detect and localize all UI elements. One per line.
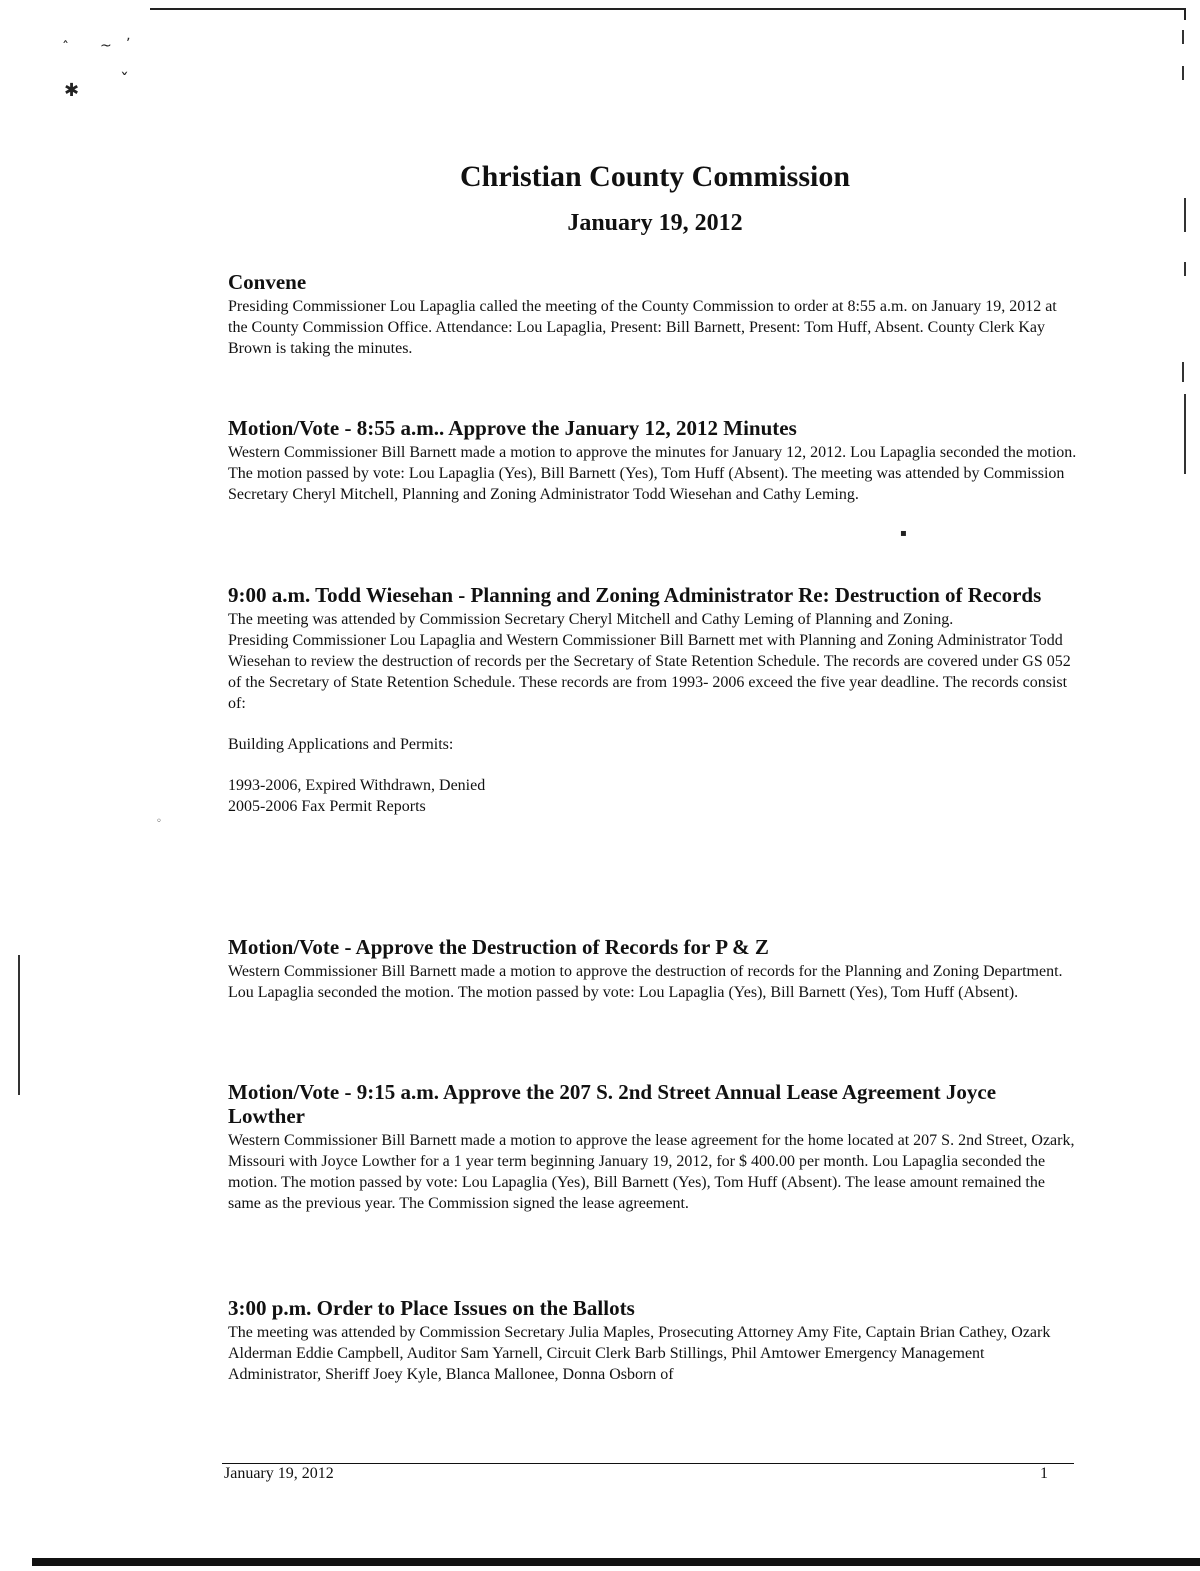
scan-speck: ~ [100,38,112,54]
scan-speck: ◦ [156,816,162,827]
scan-speck: ˆ [62,40,69,56]
section-paragraph: Western Commissioner Bill Barnett made a motion to approve the destruction of records for the Planning and Zoning Department. Lou Lapaglia seconded the motion. The motion passed by vote: Lou Lapaglia (Yes), Bill Barnett (Yes), Tom Huff (Absent). [228,963,1063,1001]
section-approve-minutes [228,416,1078,505]
section-convene [228,270,1078,359]
section-lease-agreement [228,1080,1078,1214]
section-heading: Convene [228,270,307,294]
scan-border-bottom [32,1558,1200,1566]
scan-speck: ˇ [120,70,129,91]
scan-speck: ▪ [900,528,907,539]
section-heading: 3:00 p.m. Order to Place Issues on the Ballots [228,1296,635,1320]
scan-edge-mark [1182,66,1184,80]
section-heading: Motion/Vote - 9:15 a.m. Approve the 207 S. 2nd Street Annual Lease Agreement Joyce Lowther [228,1080,997,1128]
section-heading: 9:00 a.m. Todd Wiesehan - Planning and Zoning Administrator Re: Destruction of Records [228,583,1042,607]
section-destruction-of-records [228,583,1078,817]
section-heading: Motion/Vote - 8:55 a.m.. Approve the January 12, 2012 Minutes [228,416,797,440]
document-title: Christian County Commission [459,160,851,193]
document-date: January 19, 2012 [567,210,743,236]
footer-rule [222,1463,1074,1464]
section-approve-destruction [228,935,1078,1003]
scan-edge-mark [1184,262,1186,276]
footer-date: January 19, 2012 [224,1465,334,1482]
record-list-heading: Building Applications and Permits: [228,736,454,753]
section-ballot-issues [228,1296,1078,1385]
section-paragraph: Western Commissioner Bill Barnett made a motion to approve the minutes for January 12, 2012. Lou Lapaglia seconded the motion. The motion passed by vote: Lou Lapaglia (Yes), Bill Barnett (Yes), Tom Huff (Absent). The meeting was attended by Commission Secretary Cheryl Mitchell, Planning and Zoning Administrator Todd Wiesehan and Cathy Leming. [228,444,1077,503]
record-list-item: 1993-2006, Expired Withdrawn, Denied [228,777,486,794]
section-paragraph: Presiding Commissioner Lou Lapaglia and Western Commissioner Bill Barnett met with Planning and Zoning Administrator Todd Wiesehan to review the destruction of records per the Secretary of State Retention Schedule. The records are covered under GS 052 of the Secretary of State Retention Schedule. These records are from 1993- 2006 exceed the five year deadline. The records consist of: [228,632,1071,712]
scan-speck: ✱ [64,80,80,101]
page-number: 1 [1040,1465,1048,1482]
section-paragraph: The meeting was attended by Commission Secretary Cheryl Mitchell and Cathy Leming of Planning and Zoning. [228,611,954,628]
scan-border-corner [1184,8,1186,20]
scan-edge-mark [18,955,20,1095]
record-list-item: 2005-2006 Fax Permit Reports [228,798,426,815]
scan-edge-mark [1182,30,1184,44]
section-paragraph: Western Commissioner Bill Barnett made a motion to approve the lease agreement for the home located at 207 S. 2nd Street, Ozark, Missouri with Joyce Lowther for a 1 year term beginning January 19, 2012, for $ 400.00 per month. Lou Lapaglia seconded the motion. The motion passed by vote: Lou Lapaglia (Yes), Bill Barnett (Yes), Tom Huff (Absent). The lease amount remained the same as the previous year. The Commission signed the lease agreement. [228,1132,1075,1212]
scan-speck: ʼ [126,36,131,52]
section-paragraph: The meeting was attended by Commission Secretary Julia Maples, Prosecuting Attorney Amy Fite, Captain Brian Cathey, Ozark Alderman Eddie Campbell, Auditor Sam Yarnell, Circuit Clerk Barb Stillings, Phil Amtower Emergency Management Administrator, Sheriff Joey Kyle, Blanca Mallonee, Donna Osborn of [228,1324,1051,1383]
scan-edge-mark [1182,362,1184,382]
scan-border-top [150,8,1186,10]
section-heading: Motion/Vote - Approve the Destruction of Records for P & Z [228,935,769,959]
scan-edge-mark [1184,394,1186,474]
section-paragraph: Presiding Commissioner Lou Lapaglia called the meeting of the County Commission to order at 8:55 a.m. on January 19, 2012 at the County Commission Office. Attendance: Lou Lapaglia, Present: Bill Barnett, Present: Tom Huff, Absent. County Clerk Kay Brown is taking the minutes. [228,298,1057,357]
